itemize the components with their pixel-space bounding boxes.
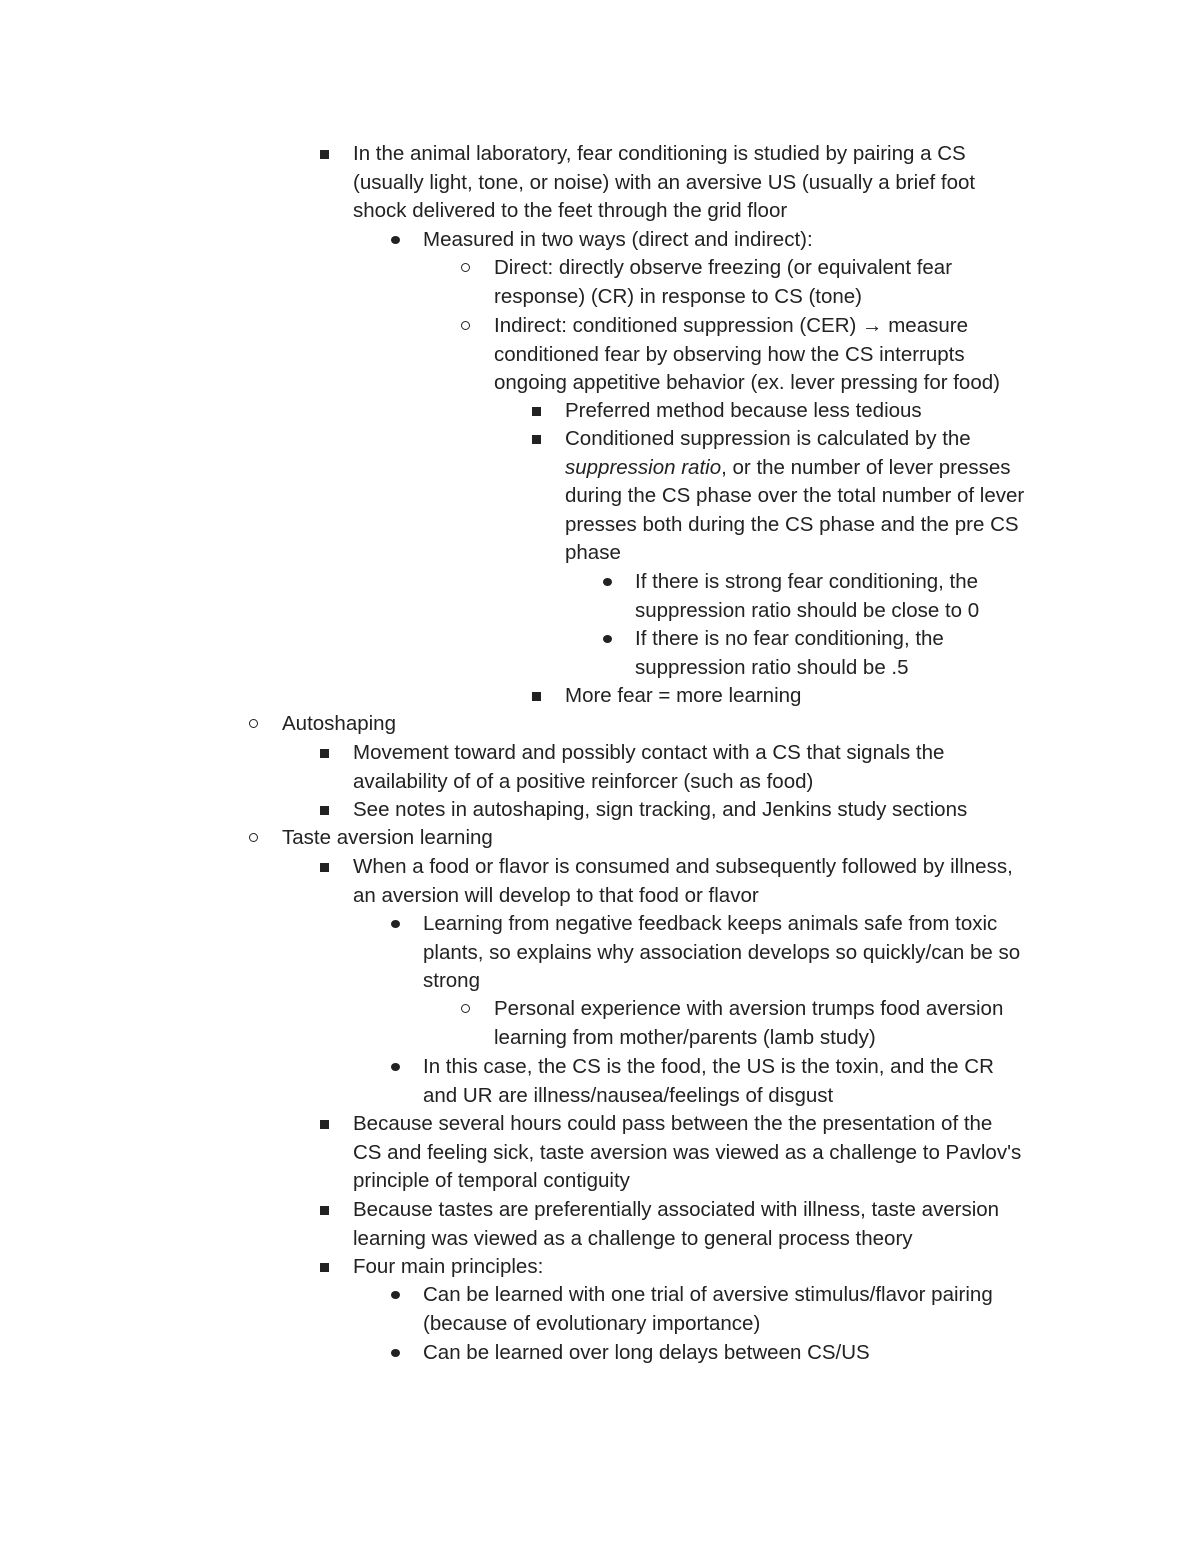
list-item-text (565, 454, 1024, 483)
list-item-text: during the CS phase over the total number of lever (565, 484, 1025, 507)
circle-bullet-icon (461, 321, 470, 330)
list-item-text: Personal experience with aversion trumps food aversion (494, 997, 1004, 1020)
list-item-text: When a food or flavor is consumed and subsequently followed by illness, (353, 855, 1013, 878)
list-item-text: CS and feeling sick, taste aversion was viewed as a challenge to Pavlov's (353, 1140, 1022, 1164)
list-item-text: More fear = more learning (565, 684, 802, 707)
square-bullet-icon (532, 692, 541, 701)
list-item-text: phase (565, 541, 621, 564)
list-item-text: and UR are illness/nausea/feelings of disgust (423, 1083, 834, 1107)
circle-bullet-icon (249, 719, 258, 728)
list-item-text: strong (423, 969, 480, 992)
square-bullet-icon (320, 863, 329, 872)
list-item-text: Learning from negative feedback keeps animals safe from toxic (423, 912, 998, 935)
list-item-text: In this case, the CS is the food, the US is the toxin, and the CR (423, 1055, 994, 1078)
list-item-text: plants, so explains why association develops so quickly/can be so (423, 940, 1021, 964)
list-item-text: response) (CR) in response to CS (tone) (494, 284, 863, 308)
list-item-text: Autoshaping (282, 712, 396, 735)
list-item-text: ongoing appetitive behavior (ex. lever pressing for food) (494, 371, 1000, 394)
disc-bullet-icon (391, 1063, 400, 1071)
square-bullet-icon (320, 1263, 329, 1272)
list-item-text: In the animal laboratory, fear conditioning is studied by pairing a CS (353, 142, 966, 165)
disc-bullet-icon (391, 1349, 400, 1357)
list-item-text: Direct: directly observe freezing (or equivalent fear (494, 256, 953, 279)
list-item-text: suppression ratio should be close to 0 (635, 598, 980, 622)
list-item-text: Indirect: conditioned suppression (CER) → measure (494, 314, 968, 337)
list-item-text: If there is strong fear conditioning, the (635, 570, 979, 593)
list-item-text: availability of of a positive reinforcer (such as food) (353, 769, 814, 793)
square-bullet-icon (320, 749, 329, 758)
list-item-text: Can be learned with one trial of aversive stimulus/flavor pairing (423, 1283, 993, 1306)
disc-bullet-icon (603, 635, 612, 643)
disc-bullet-icon (391, 236, 400, 244)
list-item-text: principle of temporal contiguity (353, 1169, 630, 1192)
circle-bullet-icon (249, 833, 258, 842)
square-bullet-icon (532, 435, 541, 444)
list-item-text: learning from mother/parents (lamb study) (494, 1025, 876, 1049)
list-item-text: shock delivered to the feet through the grid floor (353, 199, 788, 222)
list-item-text: Four main principles: (353, 1255, 544, 1278)
list-item-text: presses both during the CS phase and the pre CS (565, 512, 1019, 536)
list-item-text: conditioned fear by observing how the CS interrupts (494, 342, 965, 366)
list-item-text: Can be learned over long delays between CS/US (423, 1341, 870, 1364)
disc-bullet-icon (391, 920, 400, 928)
list-item-text: See notes in autoshaping, sign tracking, and Jenkins study sections (353, 798, 968, 821)
italic-term-continuation: , or the number of lever presses (721, 455, 1011, 479)
list-item-text: (because of evolutionary importance) (423, 1311, 761, 1335)
disc-bullet-icon (391, 1291, 400, 1299)
list-item-text: Taste aversion learning (282, 826, 493, 849)
list-item-text: Preferred method because less tedious (565, 399, 922, 422)
list-item-text: Conditioned suppression is calculated by the (565, 427, 971, 450)
circle-bullet-icon (461, 263, 470, 272)
list-item-text: suppression ratio should be .5 (635, 655, 909, 679)
list-item-text: Movement toward and possibly contact with a CS that signals the (353, 741, 945, 764)
list-item-text: Because several hours could pass between the the presentation of the (353, 1112, 993, 1135)
square-bullet-icon (532, 407, 541, 416)
list-item-text: If there is no fear conditioning, the (635, 627, 944, 650)
disc-bullet-icon (603, 578, 612, 586)
square-bullet-icon (320, 150, 329, 159)
list-item-text: (usually light, tone, or noise) with an aversive US (usually a brief foot (353, 170, 976, 194)
square-bullet-icon (320, 1206, 329, 1215)
list-item-text: Because tastes are preferentially associated with illness, taste aversion (353, 1198, 1000, 1221)
list-item-text: learning was viewed as a challenge to general process theory (353, 1226, 913, 1250)
circle-bullet-icon (461, 1004, 470, 1013)
list-item-text: an aversion will develop to that food or flavor (353, 883, 759, 907)
square-bullet-icon (320, 806, 329, 815)
square-bullet-icon (320, 1120, 329, 1129)
italic-term: suppression ratio (565, 455, 722, 479)
list-item-text: Measured in two ways (direct and indirect): (423, 228, 813, 251)
